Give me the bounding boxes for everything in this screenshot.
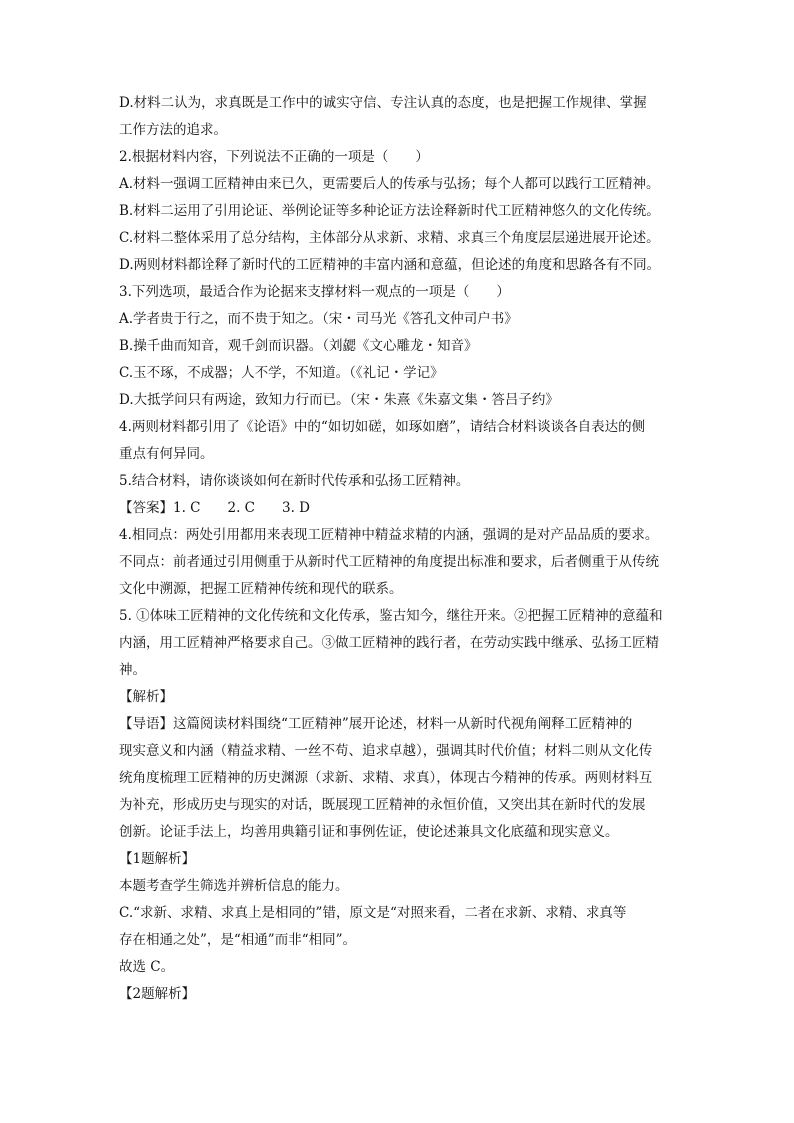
answer-line: 【答案】1. C 2. C 3. D [119, 500, 310, 516]
option-a: A.学者贵于行之，而不贵于知之。（宋・司马光《答孔文仲司户书》 [119, 311, 518, 327]
analysis-heading: 【解析】 [119, 689, 173, 705]
intro-paragraph: 【导语】这篇阅读材料围绕“工匠精神”展开论述，材料一从新时代视角阐释工匠精神的 [119, 716, 633, 732]
option-b: B.材料二运用了引用论证、举例论证等多种论证方法诠释新时代工匠精神悠久的文化传统。 [119, 203, 660, 219]
option-d: D.两则材料都诠释了新时代的工匠精神的丰富内涵和意蕴，但论述的角度和思路各有不同。 [119, 257, 661, 273]
text-line: 存在相通之处”，是“相通”而非“相同”。 [119, 932, 357, 948]
answer-5: 5. ①体味工匠精神的文化传统和文化传承，鉴古知今，继往开来。②把握工匠精神的意蕴和 [119, 608, 663, 624]
text-line: 重点有何异同。 [119, 446, 214, 462]
q2-analysis-heading: 【2题解析】 [119, 986, 196, 1002]
answer-4: 4.相同点：两处引用都用来表现工匠精神中精益求精的内涵，强调的是对产品品质的要求。 [119, 527, 659, 543]
document-page [119, 90, 694, 1008]
question-4: 4.两则材料都引用了《论语》中的“如切如磋，如琢如磨”，请结合材料谈谈各自表达的侧 [119, 419, 646, 435]
question-5: 5.结合材料，请你谈谈如何在新时代传承和弘扬工匠精神。 [119, 473, 470, 489]
text-line: 文化中溯源，把握工匠精神传统和现代的联系。 [119, 581, 403, 597]
option-c: C.材料二整体采用了总分结构，主体部分从求新、求精、求真三个角度层层递进展开论述。 [119, 230, 660, 246]
text-line: 为补充，形成历史与现实的对话，既展现工匠精神的永恒价值，又突出其在新时代的发展 [119, 797, 646, 813]
option-d: D.大抵学问只有两途，致知力行而已。（宋・朱熹《朱嘉文集・答吕子约》 [119, 392, 559, 408]
text-line: 不同点：前者通过引用侧重于从新时代工匠精神的角度提出标准和要求，后者侧重于从传统 [119, 554, 659, 570]
option-c: C.玉不琢，不成器；人不学，不知道。（《礼记・学记》 [119, 365, 444, 381]
text-line: D.材料二认为，求真既是工作中的诚实守信、专注认真的态度，也是把握工作规律、掌握 [119, 95, 647, 111]
text-line: C.“求新、求精、求真上是相同的”错，原文是“对照来看，二者在求新、求精、求真等 [119, 905, 627, 921]
text-line: 本题考查学生筛选并辨析信息的能力。 [119, 878, 349, 894]
text-line: 创新。论证手法上，均善用典籍引证和事例佐证，使论述兼具文化底蕴和现实意义。 [119, 824, 619, 840]
option-a: A.材料一强调工匠精神由来已久，更需要后人的传承与弘扬；每个人都可以践行工匠精神。 [119, 176, 660, 192]
text-line: 内涵，用工匠精神严格要求自己。③做工匠精神的践行者，在劳动实践中继承、弘扬工匠精 [119, 635, 659, 651]
text-line: 统角度梳理工匠精神的历史渊源（求新、求精、求真），体现古今精神的传承。两则材料互 [119, 770, 653, 786]
option-b: B.操千曲而知音，观千剑而识器。（刘勰《文心雕龙・知音》 [119, 338, 478, 354]
question-3: 3.下列选项，最适合作为论据来支撑材料一观点的一项是（ ） [119, 284, 510, 300]
text-line: 故选 C。 [119, 959, 175, 975]
q1-analysis-heading: 【1题解析】 [119, 851, 196, 867]
text-line: 现实意义和内涵（精益求精、一丝不苟、追求卓越），强调其时代价值；材料二则从文化传 [119, 743, 653, 759]
text-line: 工作方法的追求。 [119, 122, 227, 138]
question-2: 2.根据材料内容，下列说法不正确的一项是（ ） [119, 149, 429, 165]
text-line: 神。 [119, 662, 146, 678]
